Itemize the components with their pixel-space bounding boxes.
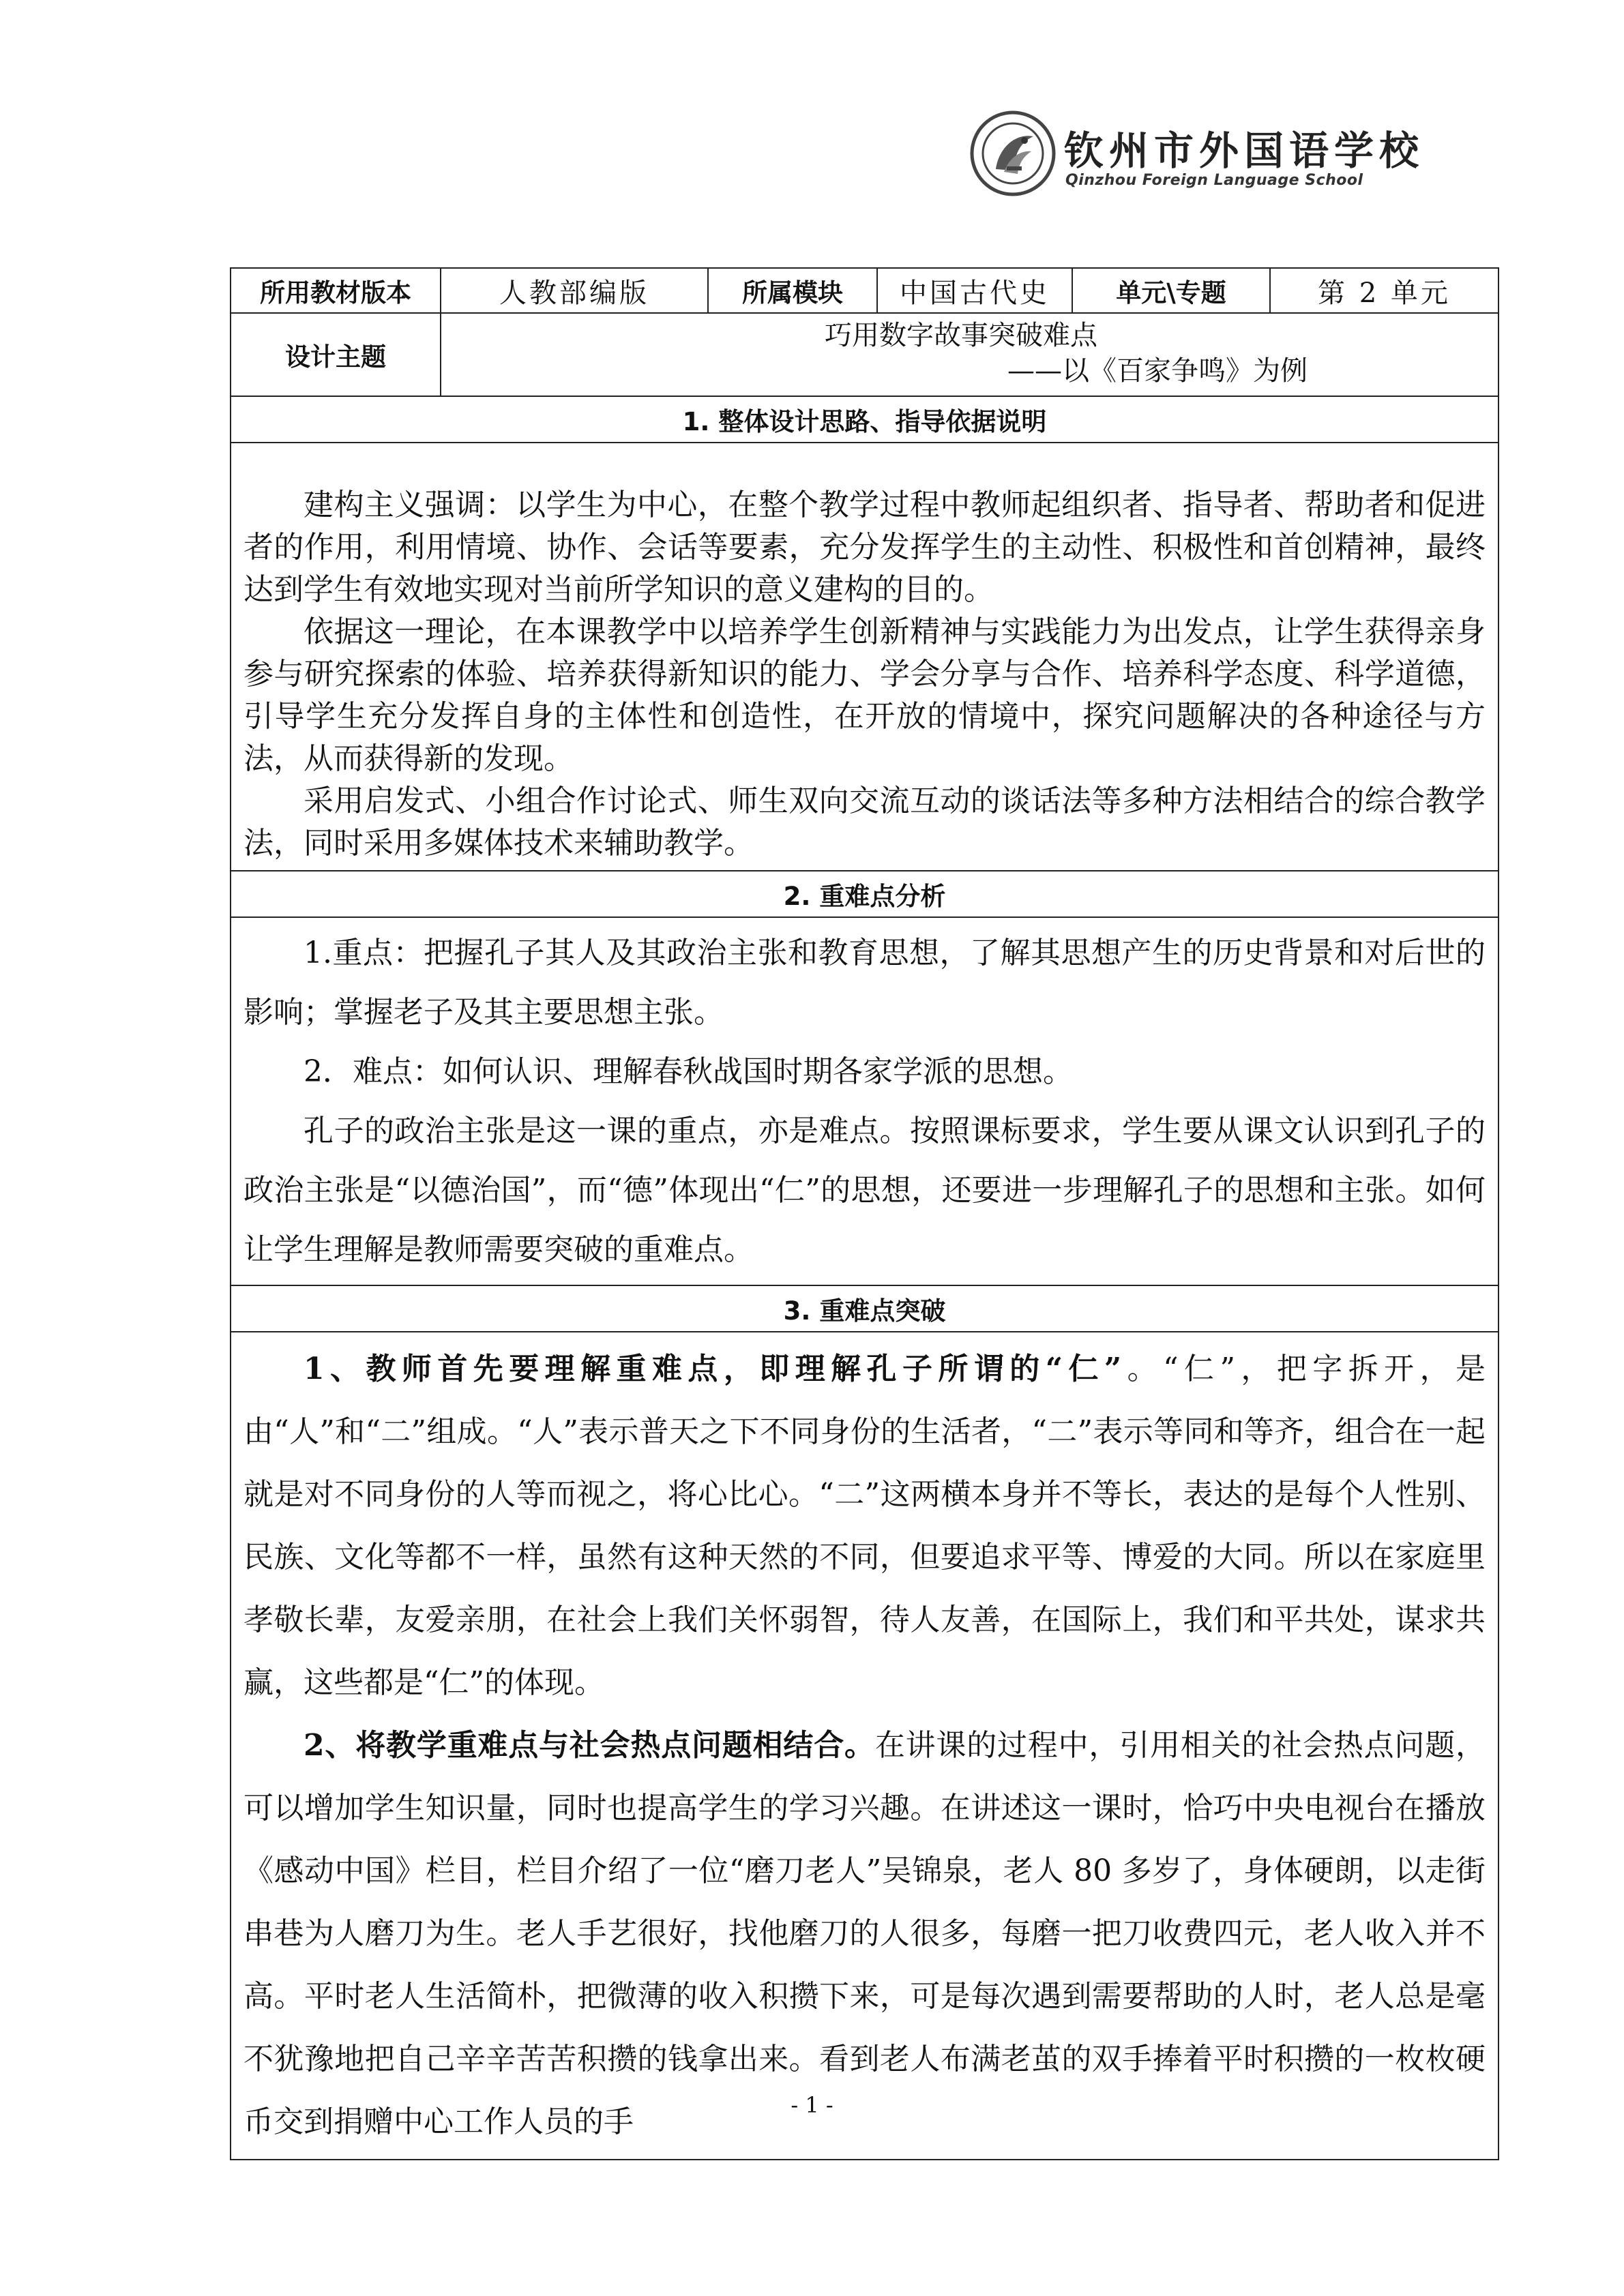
topic-label: 设计主题 — [231, 313, 441, 396]
school-emblem-icon — [969, 109, 1057, 198]
module-label: 所属模块 — [708, 268, 877, 313]
page-number: - 1 - — [791, 2092, 833, 2118]
section-3-paragraph-1-lead: 1、教师首先要理解重难点，即理解孔子所谓的“仁” — [304, 1352, 1122, 1386]
topic-subtitle: ——以《百家争鸣》为例 — [1007, 355, 1308, 387]
lesson-plan-table — [230, 267, 1499, 2160]
section-1-paragraph-2: 依据这一理论，在本课教学中以培养学生创新精神与实践能力为出发点，让学生获得亲身参与研究探索的体验、培养获得新知识的能力、学会分享与合作、培养科学态度、科学道德，引导学生充分发挥自身的主体性和创造性，在开放的情境中，探究问题解决的各种途径与方法，从而获得新的发现。 — [243, 614, 1486, 776]
section-2-body — [231, 917, 1498, 1285]
topic-cell — [441, 313, 1498, 396]
section-2-paragraph-2: 2．难点：如何认识、理解春秋战国时期各家学派的思想。 — [304, 1054, 1073, 1089]
unit-label: 单元\专题 — [1072, 268, 1270, 313]
section-2-paragraph-1: 1.重点：把握孔子其人及其政治主张和教育思想，了解其思想产生的历史背景和对后世的影响；掌握老子及其主要思想主张。 — [243, 936, 1486, 1030]
section-2-heading: 2. 重难点分析 — [231, 871, 1498, 917]
textbook-value: 人教部编版 — [441, 268, 708, 313]
section-heading-row — [231, 1285, 1498, 1332]
section-1-paragraph-1: 建构主义强调：以学生为中心，在整个教学过程中教师起组织者、指导者、帮助者和促进者的作用，利用情境、协作、会话等要素，充分发挥学生的主动性、积极性和首创精神，最终达到学生有效地实现对当前所学知识的意义建构的目的。 — [243, 488, 1486, 607]
textbook-label: 所用教材版本 — [231, 268, 441, 313]
section-1-body-row — [231, 443, 1498, 871]
module-value: 中国古代史 — [877, 268, 1072, 313]
section-3-paragraph-1-text: 。“仁”，把字拆开，是由“人”和“二”组成。“人”表示普天之下不同身份的生活者，“二”表示等同和等齐，组合在一起就是对不同身份的人等而视之，将心比心。“二”这两横本身并不等长，表达的是每个人性别、 民族、文化等都不一样，虽然有这种天然的不同，但要追求平等、博爱的大同。所以在家庭里孝敬长辈，友爱亲朋，在社会上我们关怀弱智，待人友善，在国际上，我们和平共处，谋求共赢，这些都是“仁”的体现。 — [243, 1352, 1486, 1700]
section-heading-row — [231, 396, 1498, 443]
school-logo — [969, 109, 1425, 205]
section-3-paragraph-2-text: 在讲课的过程中，引用相关的社会热点问题，可以增加学生知识量，同时也提高学生的学习兴趣。在讲述这一课时，恰巧中央电视台在播放《感动中国》栏目，栏目介绍了一位“磨刀老人”吴锦泉，老人 80 多岁了，身体硬朗，以走街串巷为人磨刀为生。老人手艺很好，找他磨刀的人很多，每磨一把刀收费四元，老人收入并不高。平时老人生活简朴，把微薄的收入积攒下来，可是每次遇到需要帮助的人时，老人总是毫不犹豫地把自己辛辛苦苦积攒的钱拿出来。看到老人布满老茧的双手捧着平时积攒的一枚枚硬币交到捐赠中心工作人员的手 — [243, 1728, 1486, 2139]
section-2-body-row — [231, 917, 1498, 1285]
section-heading-row — [231, 871, 1498, 917]
section-1-body — [231, 443, 1498, 871]
section-2-paragraph-3: 孔子的政治主张是这一课的重点，亦是难点。按照课标要求，学生要从课文认识到孔子的政治主张是“以德治国”，而“德”体现出“仁”的思想，还要进一步理解孔子的思想和主张。如何让学生理解是教师需要突破的重难点。 — [243, 1114, 1486, 1267]
section-3-heading: 3. 重难点突破 — [231, 1285, 1498, 1332]
section-1-paragraph-3: 采用启发式、小组合作讨论式、师生双向交流互动的谈话法等多种方法相结合的综合教学法，同时采用多媒体技术来辅助教学。 — [243, 784, 1486, 861]
section-3-paragraph-1 — [243, 1338, 1486, 1714]
unit-value: 第 2 单元 — [1270, 268, 1498, 313]
school-name-en: Qinzhou Foreign Language School — [1065, 172, 1363, 189]
info-row — [231, 268, 1498, 313]
section-3-body-row — [231, 1332, 1498, 2160]
topic-row — [231, 313, 1498, 396]
section-3-paragraph-2 — [243, 1714, 1486, 2153]
section-1-heading: 1. 整体设计思路、指导依据说明 — [231, 396, 1498, 443]
topic-title: 巧用数字故事突破难点 — [825, 320, 1097, 351]
section-3-paragraph-2-lead: 2、将教学重难点与社会热点问题相结合。 — [304, 1728, 875, 1763]
school-name-cn: 钦州市外国语学校 — [1064, 128, 1425, 174]
section-3-body — [231, 1332, 1498, 2160]
